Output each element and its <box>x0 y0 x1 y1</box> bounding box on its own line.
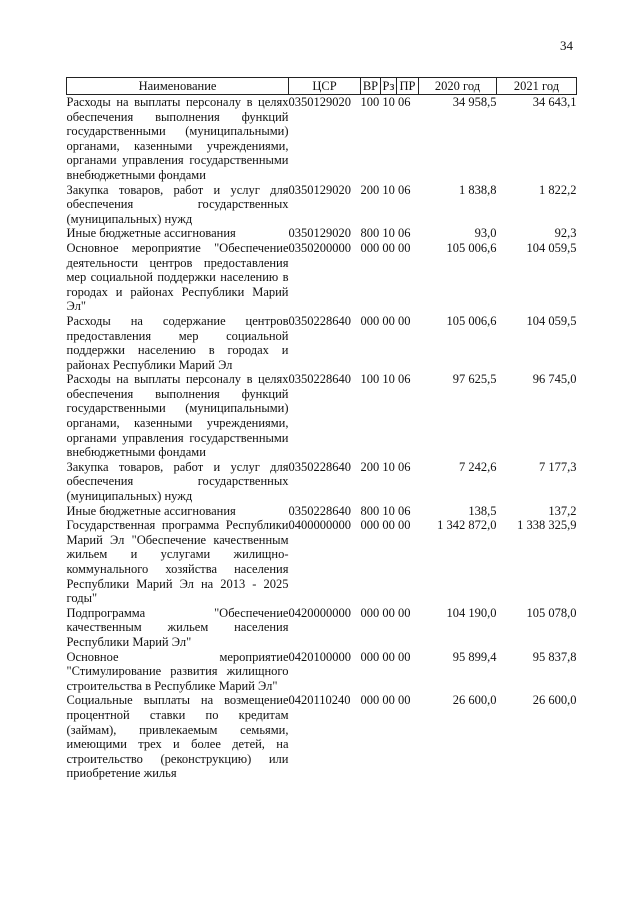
row-2021: 95 837,8 <box>532 649 577 664</box>
table-header-row <box>67 78 577 95</box>
table-row <box>67 183 577 227</box>
row-codes: 000 00 00 <box>360 313 411 328</box>
row-csr: 0350228640 <box>288 372 351 387</box>
row-name: Основное мероприятие "Обеспечение деятельности центров предоставления мер социальной поддержки населению в городах и районах Республики Марий Эл" <box>66 240 289 314</box>
row-name: Иные бюджетные ассигнования <box>66 226 236 241</box>
row-csr: 0350129020 <box>288 226 351 241</box>
row-codes: 100 10 06 <box>360 372 411 387</box>
table-row <box>67 460 577 504</box>
row-csr: 0420110240 <box>288 693 351 708</box>
row-csr: 0350200000 <box>288 240 351 255</box>
table-row <box>67 650 577 694</box>
row-name: Закупка товаров, работ и услуг для обеспечения государственных (муниципальных) нужд <box>66 182 289 226</box>
row-2020: 1 342 872,0 <box>437 518 497 533</box>
budget-table <box>66 77 577 781</box>
row-2020: 7 242,6 <box>459 459 497 474</box>
row-2020: 1 838,8 <box>459 182 497 197</box>
row-csr: 0350228640 <box>288 313 351 328</box>
table-row <box>67 504 577 519</box>
header-2020: 2020 год <box>419 78 497 95</box>
row-2020: 138,5 <box>468 503 497 518</box>
header-2021: 2021 год <box>497 78 577 95</box>
row-2021: 26 600,0 <box>532 693 577 708</box>
row-codes: 000 00 00 <box>360 240 411 255</box>
row-2020: 97 625,5 <box>452 372 497 387</box>
row-name: Иные бюджетные ассигнования <box>66 503 236 518</box>
row-codes: 000 00 00 <box>360 693 411 708</box>
row-2020: 93,0 <box>474 226 497 241</box>
row-codes: 000 00 00 <box>360 518 411 533</box>
row-2020: 95 899,4 <box>452 649 497 664</box>
row-2021: 92,3 <box>554 226 577 241</box>
row-2021: 34 643,1 <box>532 95 577 109</box>
row-csr: 0420000000 <box>288 605 351 620</box>
row-codes: 100 10 06 <box>360 95 411 109</box>
table-row <box>67 95 577 183</box>
table-row <box>67 372 577 460</box>
row-2021: 137,2 <box>548 503 577 518</box>
row-name: Расходы на выплаты персоналу в целях обеспечения выполнения функций государственными (муниципальными) органами, казенными учреждениями, органами управления государственными внебюджетными фондами <box>66 372 289 460</box>
row-csr: 0420100000 <box>288 649 351 664</box>
row-csr: 0350129020 <box>288 95 351 109</box>
row-2021: 1 338 325,9 <box>517 518 577 533</box>
row-name: Социальные выплаты на возмещение процентной ставки по кредитам (займам), привлекаемым семьями, имеющими трех и более детей, на строительство (реконструкцию) или приобретение жилья <box>66 693 289 781</box>
row-csr: 0350129020 <box>288 182 351 197</box>
row-codes: 800 10 06 <box>360 226 411 241</box>
row-codes: 200 10 06 <box>360 182 411 197</box>
table-row <box>67 241 577 314</box>
row-name: Основное мероприятие "Стимулирование развития жилищного строительства в Республике Марий Эл" <box>66 649 289 693</box>
row-name: Расходы на выплаты персоналу в целях обеспечения выполнения функций государственными (муниципальными) органами, казенными учреждениями, органами управления государственными внебюджетными фондами <box>66 95 289 182</box>
row-2021: 105 078,0 <box>526 605 577 620</box>
row-name: Государственная программа Республики Марий Эл "Обеспечение качественным жильем и услугами жилищно-коммунального хозяйства населения Республики Марий Эл на 2013 - 2025 годы" <box>66 518 289 606</box>
row-codes: 200 10 06 <box>360 459 411 474</box>
row-2020: 26 600,0 <box>452 693 497 708</box>
table-row <box>67 518 577 606</box>
row-2020: 104 190,0 <box>446 605 497 620</box>
row-2021: 1 822,2 <box>539 182 577 197</box>
row-codes: 800 10 06 <box>360 503 411 518</box>
row-name: Закупка товаров, работ и услуг для обеспечения государственных (муниципальных) нужд <box>66 459 289 504</box>
table-row <box>67 693 577 781</box>
row-csr: 0350228640 <box>288 459 351 474</box>
row-codes: 000 00 00 <box>360 649 411 664</box>
row-2021: 96 745,0 <box>532 372 577 387</box>
row-2020: 34 958,5 <box>452 95 497 109</box>
header-vr: ВР <box>361 78 381 95</box>
header-rz: Рз <box>381 78 397 95</box>
table-row <box>67 314 577 372</box>
row-2021: 7 177,3 <box>539 459 577 474</box>
header-name: Наименование <box>67 78 289 95</box>
table-row <box>67 606 577 650</box>
row-csr: 0400000000 <box>288 518 351 533</box>
row-2021: 104 059,5 <box>526 313 577 328</box>
header-csr: ЦСР <box>289 78 361 95</box>
row-2020: 105 006,6 <box>446 240 497 255</box>
row-name: Подпрограмма "Обеспечение качественным жильем населения Республики Марий Эл" <box>66 605 289 649</box>
row-2021: 104 059,5 <box>526 240 577 255</box>
table-row <box>67 226 577 241</box>
header-pr: ПР <box>397 78 419 95</box>
row-name: Расходы на содержание центров предоставления мер социальной поддержки населению в городах и районах Республики Марий Эл <box>66 313 289 372</box>
page-number: 34 <box>560 38 573 53</box>
row-codes: 000 00 00 <box>360 605 411 620</box>
row-2020: 105 006,6 <box>446 313 497 328</box>
row-csr: 0350228640 <box>288 503 351 518</box>
